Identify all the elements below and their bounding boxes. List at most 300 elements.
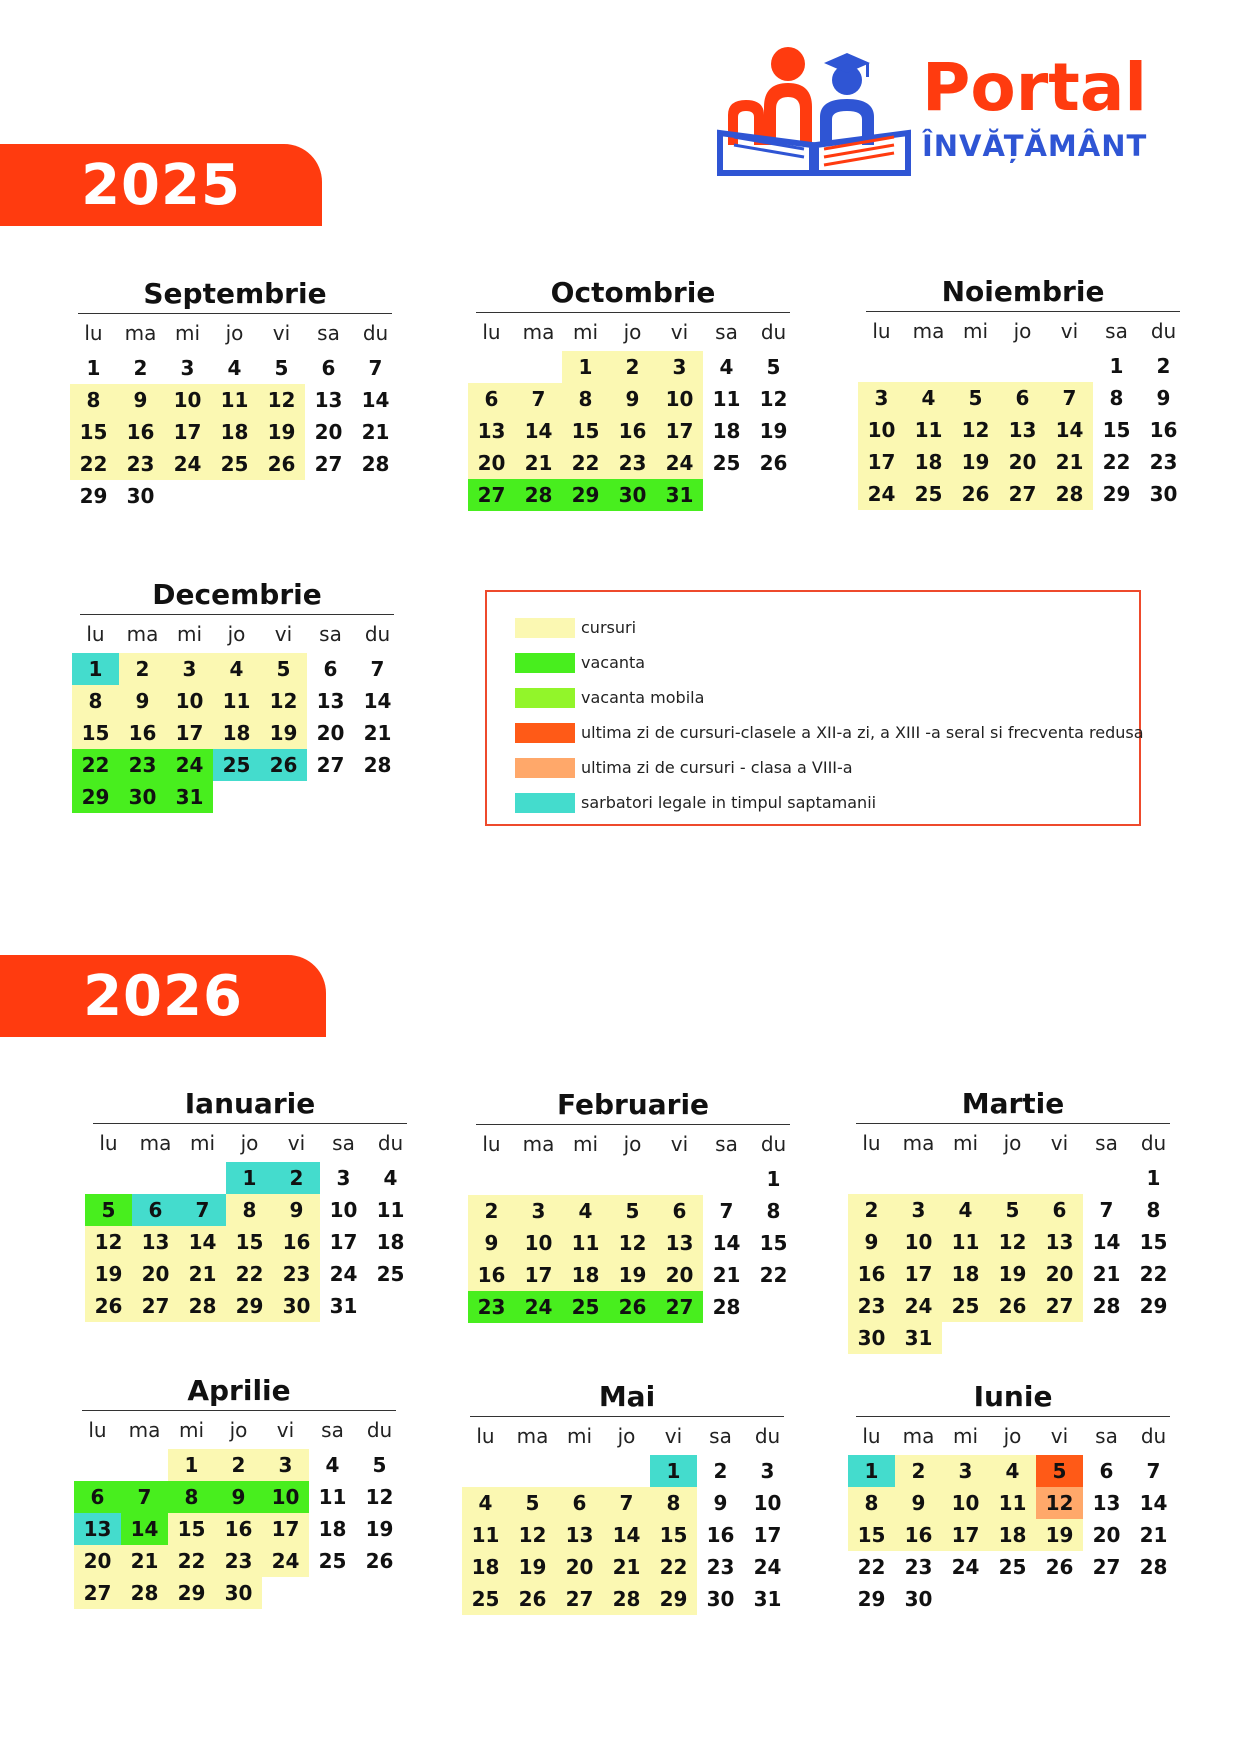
weekday-label: du [1150,319,1177,343]
empty-cell [750,479,797,511]
week-row [85,1258,415,1290]
weekday-label: ma [902,1131,935,1155]
day-cell: 18 [942,1258,989,1290]
month-octombrie [468,274,798,511]
day-cell: 4 [942,1194,989,1226]
week-row [468,351,798,383]
weekday-label: lu [482,320,501,344]
day-cell: 21 [1046,446,1093,478]
empty-cell [211,480,258,512]
day-cell: 10 [656,383,703,415]
empty-cell [609,1163,656,1195]
week-row [468,383,798,415]
day-cell: 28 [712,1295,741,1319]
day-cell: 16 [895,1519,942,1551]
empty-cell [1046,350,1093,382]
day-cell: 25 [942,1290,989,1322]
day-cell: 17 [895,1258,942,1290]
weekday-label: mi [176,622,203,646]
weekday-header [468,1125,798,1163]
day-cell: 15 [226,1226,273,1258]
week-row [848,1583,1178,1615]
weekday-label: mi [952,1131,979,1155]
day-cell: 9 [713,1491,728,1515]
day-cell: 10 [164,384,211,416]
day-cell: 3 [942,1455,989,1487]
month-mai [462,1378,792,1615]
day-cell: 14 [1092,1230,1121,1254]
day-cell: 7 [121,1481,168,1513]
day-cell: 8 [1109,386,1124,410]
day-cell: 22 [168,1545,215,1577]
day-cell: 10 [166,685,213,717]
legend-swatch [515,793,575,813]
day-cell: 13 [132,1226,179,1258]
day-cell: 15 [70,416,117,448]
weekday-label: ma [124,321,157,345]
empty-cell [356,1577,403,1609]
day-cell: 19 [989,1258,1036,1290]
day-cell: 26 [989,1290,1036,1322]
day-cell: 18 [712,419,741,443]
day-cell: 15 [848,1519,895,1551]
week-row [848,1290,1178,1322]
day-cell: 29 [650,1583,697,1615]
day-cell: 6 [468,383,515,415]
day-cell: 13 [1036,1226,1083,1258]
day-cell: 27 [132,1290,179,1322]
day-cell: 11 [462,1519,509,1551]
weekday-label: jo [1013,319,1032,343]
week-row [70,448,400,480]
day-cell: 8 [848,1487,895,1519]
day-cell: 16 [215,1513,262,1545]
day-cell: 19 [365,1517,394,1541]
day-cell: 13 [314,388,343,412]
day-cell: 1 [72,653,119,685]
empty-cell [703,479,750,511]
day-cell: 31 [656,479,703,511]
day-cell: 12 [365,1485,394,1509]
day-cell: 27 [468,479,515,511]
weekday-label: ma [126,622,159,646]
day-cell: 6 [132,1194,179,1226]
day-cell: 25 [211,448,258,480]
day-cell: 6 [656,1195,703,1227]
week-row [85,1194,415,1226]
day-cell: 10 [753,1491,782,1515]
logo-subtitle: ÎNVĂȚĂMÂNT [922,129,1148,163]
weekday-label: lu [84,321,103,345]
day-cell: 15 [168,1513,215,1545]
weekday-label: vi [1060,319,1079,343]
day-cell: 11 [905,414,952,446]
legend-swatch [515,653,575,673]
day-cell: 28 [179,1290,226,1322]
day-cell: 7 [1146,1459,1161,1483]
empty-cell [85,1162,132,1194]
week-row [848,1519,1178,1551]
day-cell: 24 [166,749,213,781]
day-cell: 18 [376,1230,405,1254]
month-title: Ianuarie [93,1085,407,1124]
day-cell: 24 [656,447,703,479]
empty-cell [703,1163,750,1195]
day-cell: 28 [363,753,392,777]
weekday-header [848,1124,1178,1162]
day-cell: 4 [562,1195,609,1227]
week-row [72,685,402,717]
day-cell: 1 [86,356,101,380]
empty-cell [367,1290,414,1322]
day-cell: 23 [119,749,166,781]
empty-cell [213,781,260,813]
weekday-header [74,1411,404,1449]
month-februarie [468,1086,798,1323]
weekday-label: ma [902,1424,935,1448]
day-cell: 17 [164,416,211,448]
week-row [70,384,400,416]
week-row [74,1481,404,1513]
day-cell: 6 [1099,1459,1114,1483]
day-cell: 20 [556,1551,603,1583]
day-cell: 2 [273,1162,320,1194]
day-cell: 27 [556,1583,603,1615]
empty-cell [942,1322,989,1354]
week-row [848,1194,1178,1226]
empty-cell [999,350,1046,382]
weekday-label: du [760,1132,787,1156]
day-cell: 7 [179,1194,226,1226]
day-cell: 22 [1139,1262,1168,1286]
weekday-label: ma [128,1418,161,1442]
day-cell: 11 [562,1227,609,1259]
day-cell: 1 [1109,354,1124,378]
day-cell: 15 [759,1231,788,1255]
day-cell: 18 [562,1259,609,1291]
week-row [858,414,1188,446]
week-row [468,1259,798,1291]
day-cell: 20 [468,447,515,479]
empty-cell [515,1163,562,1195]
day-cell: 20 [656,1259,703,1291]
weekday-label: mi [566,1424,593,1448]
weekday-header [858,312,1188,350]
day-cell: 26 [365,1549,394,1573]
day-cell: 3 [336,1166,351,1190]
empty-cell [848,1162,895,1194]
day-cell: 25 [318,1549,347,1573]
day-cell: 23 [848,1290,895,1322]
day-cell: 27 [314,452,343,476]
day-cell: 27 [316,753,345,777]
day-cell: 19 [85,1258,132,1290]
day-cell: 14 [121,1513,168,1545]
day-cell: 23 [706,1555,735,1579]
day-cell: 29 [226,1290,273,1322]
empty-cell [905,350,952,382]
day-cell: 14 [179,1226,226,1258]
day-cell: 20 [314,420,343,444]
day-cell: 18 [989,1519,1036,1551]
day-cell: 24 [262,1545,309,1577]
day-cell: 3 [858,382,905,414]
day-cell: 10 [858,414,905,446]
week-row [468,1195,798,1227]
empty-cell [1083,1583,1130,1615]
day-cell: 4 [227,356,242,380]
weekday-label: sa [1105,319,1128,343]
weekday-label: mi [952,1424,979,1448]
empty-cell [262,1577,309,1609]
day-cell: 28 [121,1577,168,1609]
weekday-label: mi [174,321,201,345]
weekday-label: vi [274,622,293,646]
week-row [468,447,798,479]
weekday-label: lu [86,622,105,646]
day-cell: 20 [316,721,345,745]
day-cell: 13 [1092,1491,1121,1515]
day-cell: 30 [119,781,166,813]
week-row [858,382,1188,414]
week-row [74,1577,404,1609]
day-cell: 25 [376,1262,405,1286]
weekday-label: du [760,320,787,344]
month-title: Mai [470,1378,784,1417]
empty-cell [309,1577,356,1609]
legend-item [515,715,1144,750]
weekday-header [70,314,400,352]
day-cell: 22 [70,448,117,480]
week-row [70,480,400,512]
day-cell: 9 [273,1194,320,1226]
day-cell: 23 [273,1258,320,1290]
day-cell: 19 [258,416,305,448]
day-cell: 24 [895,1290,942,1322]
day-cell: 9 [119,685,166,717]
day-cell: 8 [226,1194,273,1226]
day-cell: 11 [989,1487,1036,1519]
month-decembrie [72,576,402,813]
day-cell: 8 [70,384,117,416]
day-cell: 19 [1036,1519,1083,1551]
week-row [848,1551,1178,1583]
legend [485,590,1144,826]
week-row [70,416,400,448]
day-cell: 9 [895,1487,942,1519]
day-cell: 4 [462,1487,509,1519]
day-cell: 10 [329,1198,358,1222]
day-cell: 5 [509,1487,556,1519]
day-cell: 25 [998,1555,1027,1579]
empty-cell [556,1455,603,1487]
day-cell: 3 [656,351,703,383]
day-cell: 22 [72,749,119,781]
day-cell: 3 [515,1195,562,1227]
day-cell: 1 [650,1455,697,1487]
day-cell: 31 [166,781,213,813]
weekday-label: mi [572,1132,599,1156]
empty-cell [1036,1162,1083,1194]
day-cell: 5 [274,356,289,380]
day-cell: 26 [85,1290,132,1322]
day-cell: 18 [211,416,258,448]
empty-cell [989,1583,1036,1615]
day-cell: 8 [766,1199,781,1223]
day-cell: 26 [609,1291,656,1323]
day-cell: 27 [74,1577,121,1609]
empty-cell [515,351,562,383]
empty-cell [1036,1583,1083,1615]
empty-cell [656,1163,703,1195]
legend-label: cursuri [581,618,637,637]
empty-cell [164,480,211,512]
day-cell: 8 [72,685,119,717]
week-row [848,1258,1178,1290]
day-cell: 19 [260,717,307,749]
day-cell: 11 [712,387,741,411]
weekday-label: lu [872,319,891,343]
day-cell: 30 [215,1577,262,1609]
day-cell: 30 [848,1322,895,1354]
day-cell: 12 [989,1226,1036,1258]
day-cell: 6 [999,382,1046,414]
day-cell: 14 [712,1231,741,1255]
weekday-label: sa [1095,1131,1118,1155]
weekday-label: vi [1050,1131,1069,1155]
day-cell: 13 [316,689,345,713]
empty-cell [942,1583,989,1615]
weekday-header [85,1124,415,1162]
day-cell: 7 [1046,382,1093,414]
weekday-label: jo [623,1132,642,1156]
day-cell: 28 [515,479,562,511]
empty-cell [562,1163,609,1195]
weekday-label: jo [1003,1424,1022,1448]
week-row [74,1449,404,1481]
day-cell: 11 [942,1226,989,1258]
day-cell: 17 [515,1259,562,1291]
weekday-header [462,1417,792,1455]
day-cell: 13 [74,1513,121,1545]
day-cell: 19 [759,419,788,443]
week-row [858,350,1188,382]
month-title: Decembrie [80,576,394,615]
weekday-label: ma [522,1132,555,1156]
day-cell: 27 [999,478,1046,510]
weekday-label: ma [522,320,555,344]
day-cell: 28 [603,1583,650,1615]
empty-cell [132,1162,179,1194]
day-cell: 10 [262,1481,309,1513]
week-row [72,781,402,813]
empty-cell [352,480,399,512]
weekday-label: lu [482,1132,501,1156]
day-cell: 9 [468,1227,515,1259]
weekday-label: mi [189,1131,216,1155]
month-ianuarie [85,1085,415,1322]
day-cell: 20 [1036,1258,1083,1290]
empty-cell [258,480,305,512]
day-cell: 30 [273,1290,320,1322]
weekday-label: lu [99,1131,118,1155]
day-cell: 27 [1036,1290,1083,1322]
day-cell: 5 [1036,1455,1083,1487]
day-cell: 12 [609,1227,656,1259]
day-cell: 4 [213,653,260,685]
weekday-label: ma [516,1424,549,1448]
weekday-label: vi [272,321,291,345]
day-cell: 21 [361,420,390,444]
weekday-label: lu [862,1131,881,1155]
empty-cell [305,480,352,512]
day-cell: 2 [713,1459,728,1483]
day-cell: 14 [363,689,392,713]
weekday-label: du [1140,1424,1167,1448]
week-row [848,1226,1178,1258]
day-cell: 31 [329,1294,358,1318]
day-cell: 29 [1139,1294,1168,1318]
weekday-label: vi [670,1132,689,1156]
day-cell: 1 [766,1167,781,1191]
day-cell: 2 [468,1195,515,1227]
weekday-label: sa [319,622,342,646]
day-cell: 21 [363,721,392,745]
week-row [85,1226,415,1258]
legend-label: vacanta [581,653,646,672]
legend-item [515,785,1139,820]
day-cell: 26 [260,749,307,781]
day-cell: 9 [848,1226,895,1258]
empty-cell [1130,1583,1177,1615]
day-cell: 7 [719,1199,734,1223]
day-cell: 5 [372,1453,387,1477]
day-cell: 18 [462,1551,509,1583]
day-cell: 12 [258,384,305,416]
logo-mark-icon [712,45,917,180]
day-cell: 9 [609,383,656,415]
day-cell: 8 [562,383,609,415]
day-cell: 27 [1092,1555,1121,1579]
day-cell: 20 [999,446,1046,478]
day-cell: 6 [556,1487,603,1519]
empty-cell [354,781,401,813]
empty-cell [989,1322,1036,1354]
week-row [848,1455,1178,1487]
weekday-label: jo [623,320,642,344]
day-cell: 21 [603,1551,650,1583]
year-2026-tab: 2026 [0,955,326,1037]
month-title: Februarie [476,1086,790,1125]
day-cell: 29 [562,479,609,511]
empty-cell [1036,1322,1083,1354]
week-row [72,717,402,749]
weekday-header [848,1417,1178,1455]
month-martie [848,1085,1178,1354]
day-cell: 24 [164,448,211,480]
day-cell: 29 [857,1587,886,1611]
weekday-header [468,313,798,351]
week-row [462,1551,792,1583]
legend-item [515,680,1139,715]
day-cell: 14 [1139,1491,1168,1515]
day-cell: 30 [1149,482,1178,506]
week-row [85,1162,415,1194]
day-cell: 4 [383,1166,398,1190]
day-cell: 16 [1149,418,1178,442]
weekday-label: lu [862,1424,881,1448]
day-cell: 22 [857,1555,886,1579]
